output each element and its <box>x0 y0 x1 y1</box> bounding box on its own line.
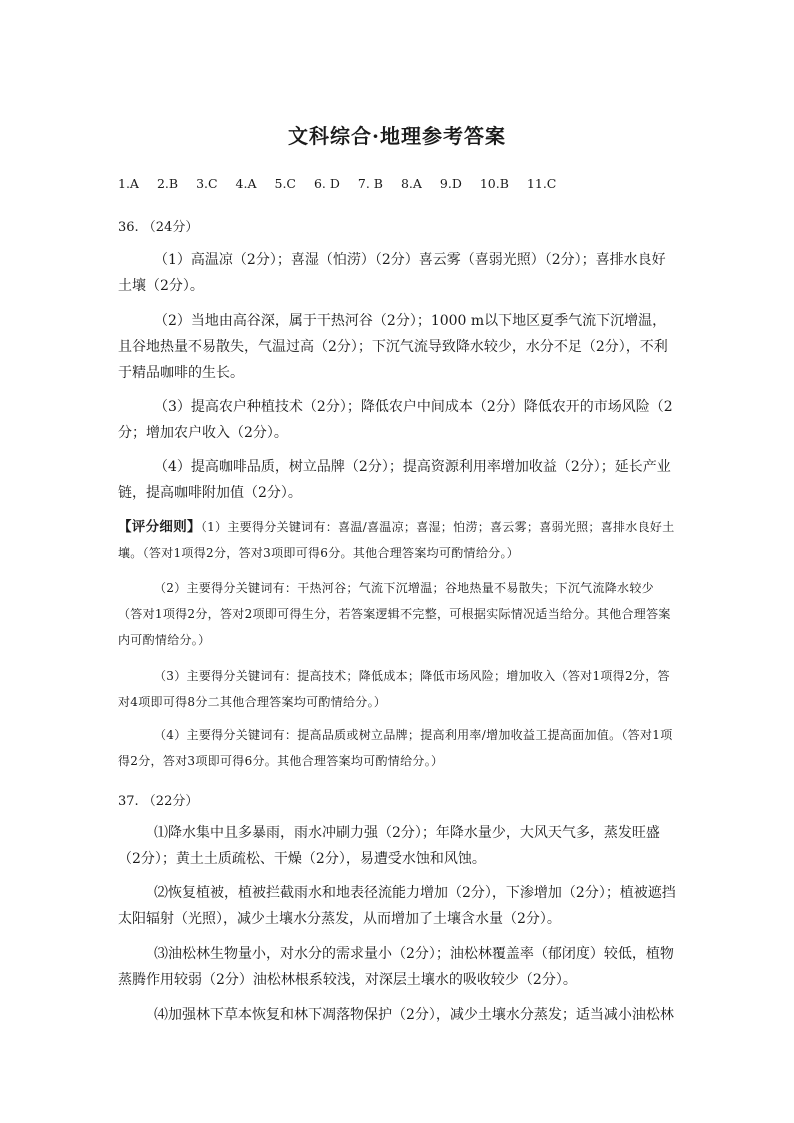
q36-answer-4: （4）提高咖啡品质，树立品牌（2分）；提高资源利用率增加收益（2分）；延长产业链，提高咖啡附加值（2分）。 <box>118 459 671 501</box>
q37-answer-3: ⑶油松林生物量小，对水分的需求量小（2分）；油松林覆盖率（郁闭度）较低，植物蒸腾作用较弱（2分）油松林根系较浅，对深层土壤水的吸收较少（2分）。 <box>118 946 674 988</box>
answer-item: 10.B <box>479 176 509 191</box>
q36-answer-2: （2）当地由高谷深，属于干热河谷（2分）；1000 m以下地区夏季气流下沉增温，且谷地热量不易散失，气温过高（2分）；下沉气流导致降水较少，水分不足（2分），不利于精品咖啡的生长。 <box>118 313 668 381</box>
answer-item: 3.C <box>196 176 218 191</box>
answer-item: 5.C <box>274 176 296 191</box>
answer-item: 7. B <box>357 176 383 191</box>
answer-item: 4.A <box>235 176 257 191</box>
q37-answer-4: ⑷加强林下草本恢复和林下凋落物保护（2分），减少土壤水分蒸发；适当减小油松林 <box>154 1007 674 1023</box>
q36-rule-1 <box>118 514 676 566</box>
q37-heading: 37. （22分） <box>118 794 199 809</box>
q36-rule-4: （4）主要得分关键词有：提高品质或树立品牌；提高利用率/增加收益工提高面加值。（答对1项得2分，答对3项即可得6分。其他合理答案均可酌情给分。） <box>118 728 673 768</box>
q37-answer-2: ⑵恢复植被，植被拦截雨水和地表径流能力增加（2分），下渗增加（2分）；植被遮挡太阳辐射（光照），减少土壤水分蒸发，从而增加了土壤含水量（2分）。 <box>118 885 676 927</box>
q36-rule-3: （3）主要得分关键词有：提高技术；降低成本；降低市场风险；增加收入（答对1项得2分，答对4项即可得8分二其他合理答案均可酌情给分。） <box>118 669 670 709</box>
q36-heading: 36. （24分） <box>118 220 199 235</box>
answer-item: 2.B <box>156 176 179 191</box>
multiple-choice-answers <box>118 176 718 191</box>
answer-item: 11.C <box>526 176 557 191</box>
answer-item: 9.D <box>439 176 462 191</box>
page-title: 文科综合·地理参考答案 <box>288 124 506 148</box>
q37-answer-1: ⑴降水集中且多暴雨，雨水冲刷力强（2分）；年降水量少，大风天气多，蒸发旺盛（2分）；黄土土质疏松、干燥（2分），易遭受水蚀和风蚀。 <box>118 825 660 867</box>
scoring-rule-text: （1）主要得分关键词有：喜温/喜温凉；喜湿；怕涝；喜云雾；喜弱光照；喜排水良好土壤。（答对1项得2分，答对3项即可得6分。其他合理答案均可酌情给分。） <box>118 520 675 560</box>
answer-item: 6. D <box>313 176 340 191</box>
q36-answer-3: （3）提高农户种植技术（2分）；降低农户中间成本（2分）降低农开的市场风险（2分；增加农户收入（2分）。 <box>118 399 673 441</box>
q36-rule-2: （2）主要得分关键词有：干热河谷；气流下沉增温；谷地热量不易散失；下沉气流降水较少（答对1项得2分，答对2项即可得生分，若答案逻辑不完整，可根据实际情况适当给分。其他合理答案内可酌情给分。） <box>118 581 671 647</box>
answer-item: 8.A <box>400 176 422 191</box>
answer-item: 1.A <box>118 176 139 191</box>
scoring-rule-tag: 【评分细则】 <box>118 519 201 535</box>
q36-answer-1: （1）高温凉（2分）；喜湿（怕涝）（2分）喜云雾（喜弱光照）（2分）；喜排水良好土壤（2分）。 <box>118 252 666 294</box>
